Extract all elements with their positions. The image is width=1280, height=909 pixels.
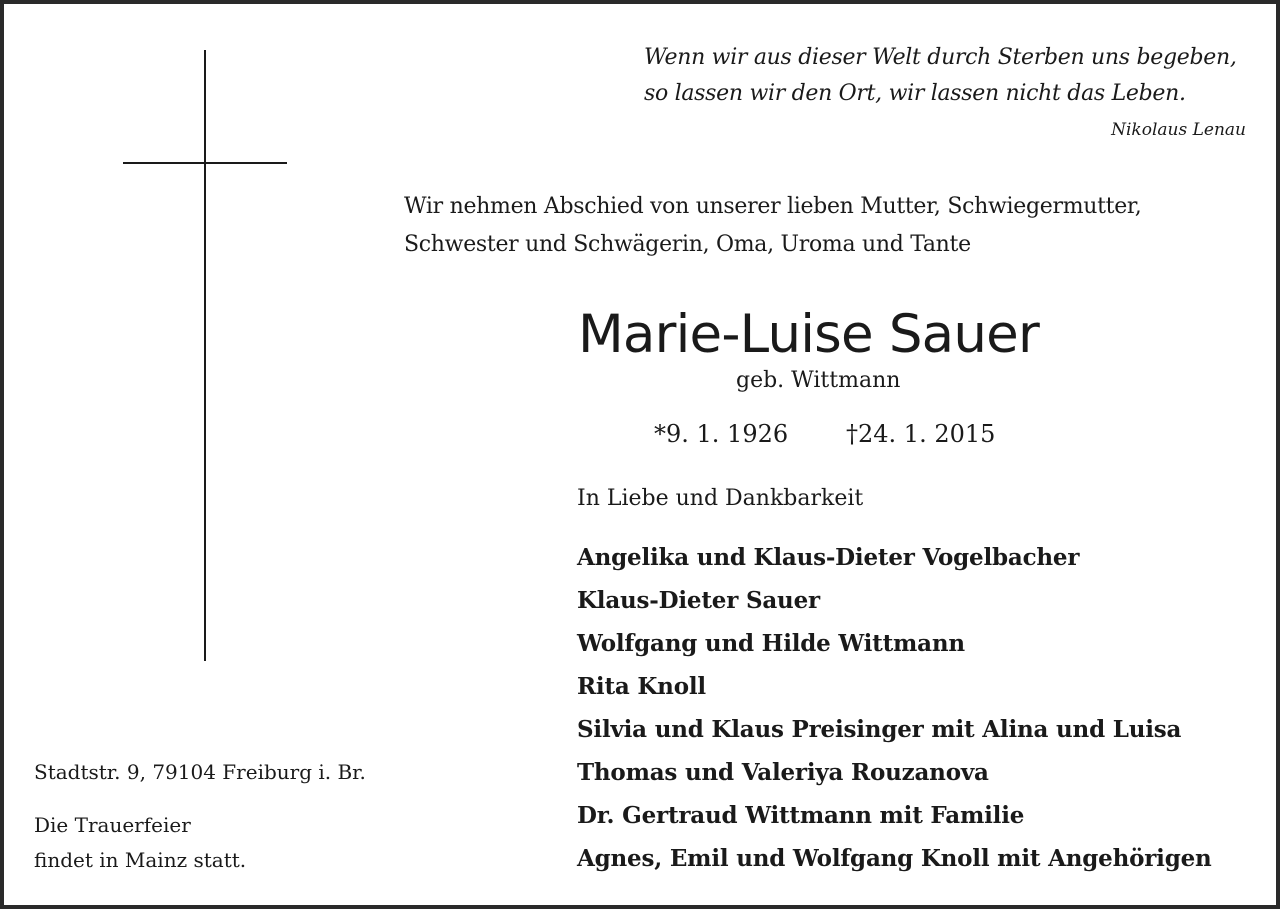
funeral-note-line: findet in Mainz statt. bbox=[34, 848, 247, 872]
mourner-entry: Dr. Gertraud Wittmann mit Familie bbox=[577, 802, 1025, 829]
quote bbox=[644, 40, 1237, 112]
mourner-entry: Klaus-Dieter Sauer bbox=[577, 587, 820, 614]
deceased-name: Marie-Luise Sauer bbox=[578, 304, 1039, 365]
mourner-entry: Thomas und Valeriya Rouzanova bbox=[577, 759, 989, 786]
quote-author: Nikolaus Lenau bbox=[1111, 120, 1246, 140]
funeral-note-line: Die Trauerfeier bbox=[34, 813, 191, 837]
cross-horizontal-bar bbox=[123, 162, 287, 164]
mourner-entry: Rita Knoll bbox=[577, 673, 706, 700]
funeral-note bbox=[34, 808, 246, 878]
intro-line: Schwester und Schwägerin, Oma, Uroma und Tante bbox=[404, 232, 971, 257]
mourners-list bbox=[577, 536, 1212, 880]
intro-text bbox=[404, 188, 1141, 264]
family-address: Stadtstr. 9, 79104 Freiburg i. Br. bbox=[34, 760, 366, 784]
mourner-entry: Agnes, Emil und Wolfgang Knoll mit Angehörigen bbox=[577, 845, 1212, 872]
closing-phrase: In Liebe und Dankbarkeit bbox=[577, 486, 864, 511]
quote-line: so lassen wir den Ort, wir lassen nicht das Leben. bbox=[644, 81, 1186, 106]
maiden-name: geb. Wittmann bbox=[736, 368, 901, 393]
intro-line: Wir nehmen Abschied von unserer lieben Mutter, Schwiegermutter, bbox=[404, 194, 1142, 219]
mourner-entry: Silvia und Klaus Preisinger mit Alina und Luisa bbox=[577, 716, 1182, 743]
death-date: †24. 1. 2015 bbox=[846, 420, 996, 448]
mourner-entry: Angelika und Klaus-Dieter Vogelbacher bbox=[577, 544, 1080, 571]
birth-date: *9. 1. 1926 bbox=[654, 420, 789, 448]
mourner-entry: Wolfgang und Hilde Wittmann bbox=[577, 630, 965, 657]
quote-line: Wenn wir aus dieser Welt durch Sterben uns begeben, bbox=[644, 45, 1237, 70]
cross-vertical-bar bbox=[204, 50, 206, 661]
